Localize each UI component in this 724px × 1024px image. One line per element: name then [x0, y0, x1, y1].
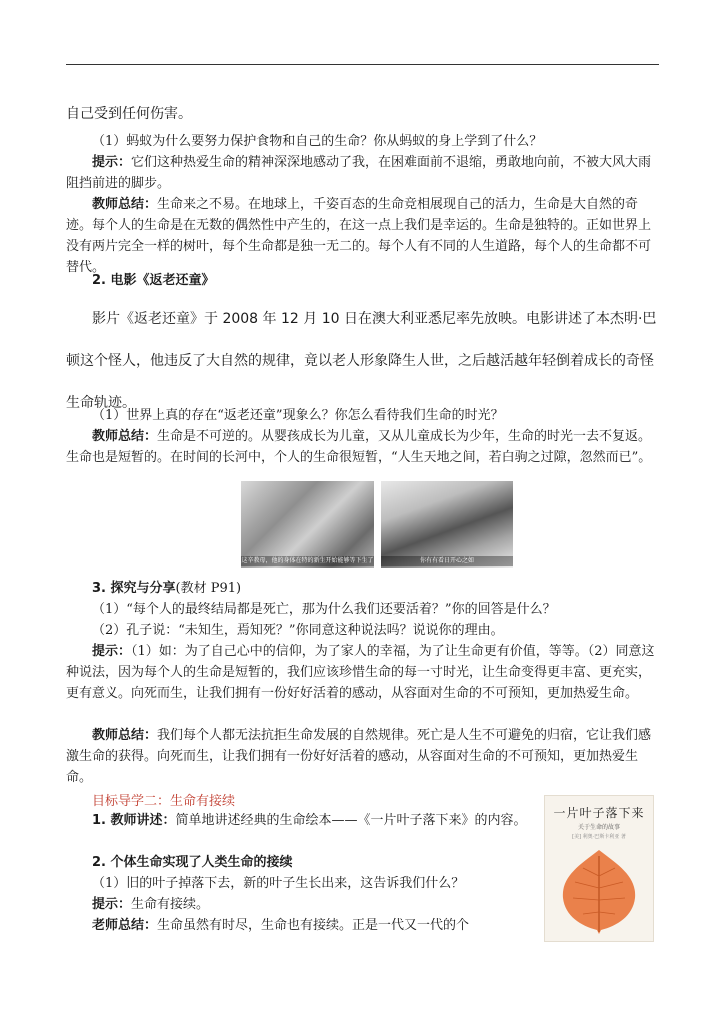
summary-text: 我们每个人都无法抗拒生命发展的自然规律。死亡是人生不可避免的归宿，它让我们感激生命的获得。向死而生，让我们拥有一份好好活着的感动，从容面对生命的不可预知，更加热爱生命。 — [66, 728, 652, 785]
film-intro: 影片《返老还童》于 2008 年 12 月 10 日在澳大利亚悉尼率先放映。电影讲述了本杰明·巴顿这个怪人，他违反了大自然的规律，竟以老人形象降生人世，之后越活越年轻倒着成长的奇怪生命轨迹。 — [66, 311, 657, 411]
book-cover — [544, 795, 654, 942]
question-film: （1）世界上真的存在“返老还童”现象么？你怎么看待我们生命的时光？ — [92, 408, 504, 423]
section-heading-explore — [66, 578, 659, 599]
book-author: [美] 利奥·巴斯卡利亚 著 — [572, 834, 626, 840]
summary-label: 教师总结： — [92, 728, 158, 743]
summary-label: 教师总结： — [92, 429, 158, 444]
section-heading-film — [66, 270, 659, 291]
summary-film — [66, 426, 659, 468]
question-leaf: （1）旧的叶子掉落下去，新的叶子生长出来，这告诉我们什么？ — [92, 876, 465, 891]
explore-heading-rest: (教材 P91) — [175, 581, 242, 596]
goal-heading: 目标导学二：生命有接续 — [92, 794, 236, 809]
narration-label: 1. 教师讲述： — [92, 813, 176, 828]
question-explore-1: （1）“每个人的最终结局都是死亡，那为什么我们还要活着？”你的回答是什么？ — [92, 602, 556, 617]
film-still-left-caption: 这辛教母，他的身体在特的新生开始能够等下生了 — [241, 557, 374, 564]
book-subtitle: 关于生命的故事 — [577, 824, 620, 831]
summary-text: 生命来之不易。在地球上，千姿百态的生命竞相展现自己的活力，生命是大自然的奇迹。每个人的生命是在无数的偶然性中产生的，在这一点上我们是幸运的。生命是独特的。正如世界上没有两片完全一样的树叶，每个生命都是独一无二的。每个人有不同的人生道路，每个人的生命都不可替代。 — [66, 197, 652, 275]
section-heading-continuity — [66, 852, 534, 873]
header-rule — [66, 64, 659, 65]
hint-text: 它们这种热爱生命的精神深深地感动了我，在困难面前不退缩，勇敢地向前，不被大风大雨阻挡前进的脚步。 — [66, 155, 652, 191]
hint-label: 提示： — [92, 644, 132, 659]
summary-text: 生命是不可逆的。从婴孩成长为儿童，又从儿童成长为少年，生命的时光一去不复返。生命也是短暂的。在时间的长河中，个人的生命很短暂，“人生天地之间，若白驹之过隙，忽然而已”。 — [66, 429, 652, 465]
summary-explore — [66, 725, 659, 788]
hint-label: 提示： — [92, 897, 132, 912]
summary-leaf — [66, 915, 534, 936]
film-still-right-caption: 你有有看日开心之如 — [381, 556, 513, 566]
book-title: 一片叶子落下来 — [553, 806, 645, 820]
film-heading-text: 2. 电影《返老还童》 — [92, 273, 215, 288]
summary-ant — [66, 194, 659, 278]
continuation-line: 自己受到任何伤害。 — [66, 106, 192, 122]
hint-ant — [66, 152, 659, 194]
continuity-heading-text: 2. 个体生命实现了人类生命的接续 — [92, 855, 293, 870]
hint-text: （1）如：为了自己心中的信仰，为了家人的幸福，为了让生命更有价值，等等。（2）同意这种说法，因为每个人的生命是短暂的，我们应该珍惜生命的每一寸时光，让生命变得更丰富、更充实，更有意义。向死而生，让我们拥有一份好好活着的感动，从容面对生命的不可预知，更加热爱生命。 — [66, 644, 655, 701]
summary-label: 教师总结： — [92, 197, 158, 212]
teacher-narration — [66, 810, 534, 831]
hint-explore — [66, 641, 659, 704]
question-ant: （1）蚂蚁为什么要努力保护食物和自己的生命？你从蚂蚁的身上学到了什么？ — [92, 134, 543, 149]
hint-text: 生命有接续。 — [131, 897, 210, 912]
leaf-icon — [557, 846, 641, 936]
summary-text: 生命虽然有时尽，生命也有接续。正是一代又一代的个 — [157, 918, 470, 933]
film-still-left — [241, 481, 374, 568]
narration-text: 简单地讲述经典的生命绘本——《一片叶子落下来》的内容。 — [175, 813, 527, 828]
film-still-right — [381, 481, 513, 568]
explore-heading-bold: 3. 探究与分享 — [92, 581, 176, 596]
hint-leaf — [66, 894, 534, 915]
summary-label: 老师总结： — [92, 918, 158, 933]
hint-label: 提示： — [92, 155, 132, 170]
question-explore-2: （2）孔子说：“未知生，焉知死？”你同意这种说法吗？说说你的理由。 — [92, 623, 504, 638]
